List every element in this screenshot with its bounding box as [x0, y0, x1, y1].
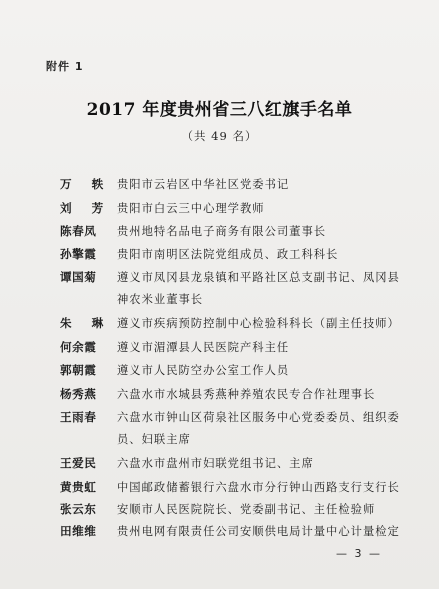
honoree-position: 六盘水市盘州市妇联党组书记、主席: [117, 457, 314, 470]
honoree-name: 黄贵虹: [60, 480, 97, 494]
honoree-name: 田维维: [60, 524, 97, 538]
page-number: — 3 —: [336, 547, 382, 560]
honoree-position: 中国邮政储蓄银行六盘水市分行钟山西路支行支行长: [117, 481, 400, 494]
honoree-position: 贵州地特名品电子商务有限公司董事长: [117, 225, 327, 238]
honoree-position: 遵义市凤冈县龙泉镇和平路社区总支副书记、凤冈县: [117, 271, 400, 284]
document-title: 2017 年度贵州省三八红旗手名单: [86, 100, 353, 120]
honoree-position: 遵义市湄潭县人民医院产科主任: [117, 341, 290, 354]
honoree-name: 杨秀燕: [60, 387, 97, 401]
honoree-position: 遵义市人民防空办公室工作人员: [117, 364, 290, 377]
honoree-position: 神农米业董事长: [117, 293, 204, 306]
honoree-name: 谭国菊: [60, 270, 97, 284]
honoree-position: 员、妇联主席: [117, 433, 191, 446]
honoree-position: 贵阳市云岩区中华社区党委书记: [117, 178, 290, 191]
honoree-name: 朱 琳: [60, 316, 112, 330]
honoree-name: 张云东: [60, 502, 97, 516]
honoree-position: 贵阳市白云三中心理学教师: [117, 202, 265, 215]
honoree-name: 刘 芳: [60, 201, 112, 215]
honoree-position: 六盘水市水城县秀燕种养殖农民专合作社理事长: [117, 388, 376, 401]
honoree-position: 六盘水市钟山区荷泉社区服务中心党委委员、组织委: [117, 411, 400, 424]
honoree-name: 孙擎霞: [60, 247, 97, 261]
honoree-position: 贵州电网有限责任公司安顺供电局计量中心计量检定: [117, 525, 400, 538]
honoree-name: 郭朝霞: [60, 363, 97, 377]
attachment-label: 附件 1: [46, 60, 84, 73]
honoree-name: 何余霞: [60, 340, 97, 354]
honoree-name: 陈春凤: [60, 224, 97, 238]
document-subtitle: （共 49 名）: [181, 129, 258, 143]
honoree-name: 王爱民: [60, 456, 97, 470]
honoree-name: 万 轶: [60, 177, 112, 191]
honoree-position: 贵阳市南明区法院党组成员、政工科科长: [117, 248, 339, 261]
honoree-name: 王雨春: [60, 410, 97, 424]
honoree-position: 安顺市人民医院院长、党委副书记、主任检验师: [117, 503, 376, 516]
honoree-position: 遵义市疾病预防控制中心检验科科长（副主任技师）: [117, 317, 400, 330]
